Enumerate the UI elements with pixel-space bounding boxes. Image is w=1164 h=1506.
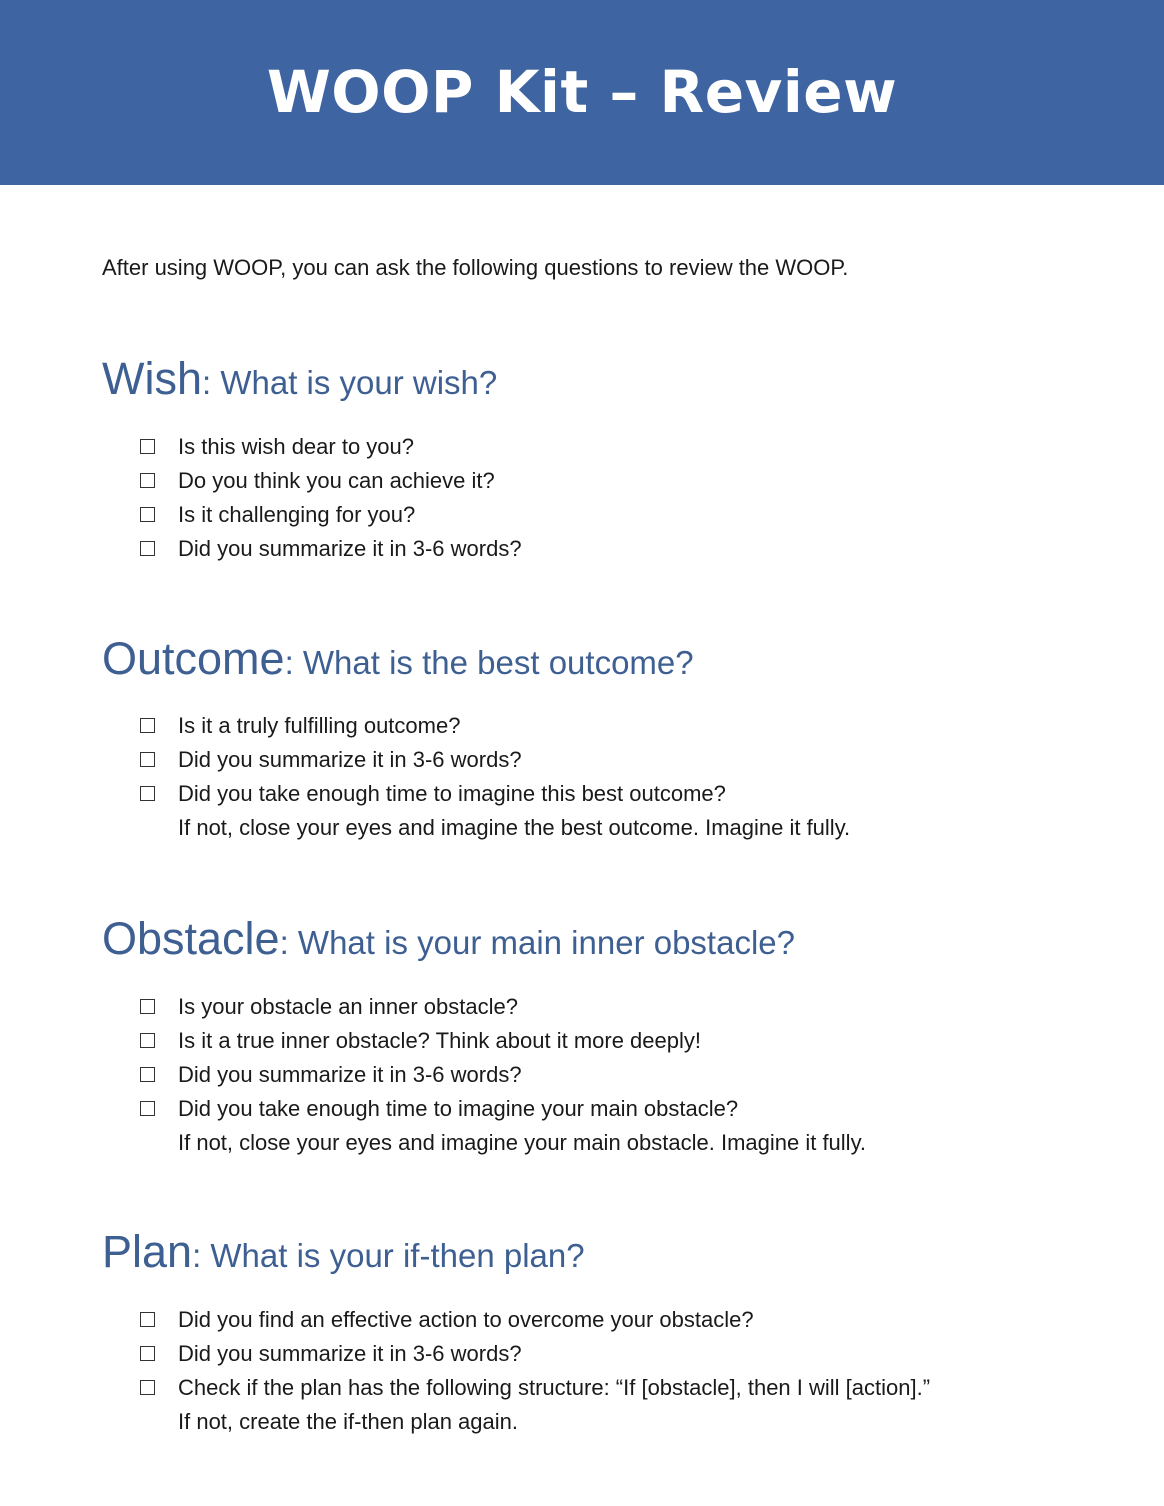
checkbox[interactable] — [140, 999, 155, 1014]
checklist-item — [140, 532, 1140, 566]
checklist-item — [140, 777, 1140, 845]
checkbox[interactable] — [140, 1067, 155, 1082]
checklist — [140, 709, 1140, 845]
item-note: If not, create the if-then plan again. — [178, 1409, 519, 1434]
checklist-item — [140, 990, 1140, 1024]
checkbox[interactable] — [140, 439, 155, 454]
page-title: WOOP Kit – Review — [266, 57, 898, 126]
checkbox[interactable] — [140, 1346, 155, 1361]
checklist-item — [140, 464, 1140, 498]
item-text: Do you think you can achieve it? — [178, 468, 495, 493]
checkbox[interactable] — [140, 507, 155, 522]
checkbox[interactable] — [140, 718, 155, 733]
section-heading — [102, 353, 1102, 404]
item-text: Did you summarize it in 3-6 words? — [178, 1062, 522, 1087]
item-text: Is this wish dear to you? — [178, 434, 415, 459]
item-text: Did you take enough time to imagine this best outcome? — [178, 781, 726, 806]
item-text: Check if the plan has the following structure: “If [obstacle], then I will [action].” — [178, 1375, 931, 1400]
checkbox[interactable] — [140, 1101, 155, 1116]
checkbox[interactable] — [140, 1380, 155, 1395]
checklist — [140, 1303, 1140, 1439]
item-text: Did you find an effective action to overcome your obstacle? — [178, 1307, 754, 1332]
section-question: : What is your wish? — [202, 364, 498, 401]
checklist-item — [140, 1024, 1140, 1058]
section-obstacle — [102, 913, 1102, 1160]
checklist-item — [140, 1371, 1140, 1439]
item-text: Is it a true inner obstacle? Think about it more deeply! — [178, 1028, 701, 1053]
checklist-item — [140, 1058, 1140, 1092]
section-question: : What is your if-then plan? — [192, 1237, 585, 1274]
checklist-item — [140, 430, 1140, 464]
section-key: Outcome — [102, 633, 285, 684]
checklist — [140, 430, 1140, 566]
section-question: : What is your main inner obstacle? — [279, 924, 795, 961]
section-outcome — [102, 633, 1102, 845]
checkbox[interactable] — [140, 473, 155, 488]
section-key: Plan — [102, 1226, 193, 1277]
item-text: Is it challenging for you? — [178, 502, 416, 527]
item-text: Is it a truly fulfilling outcome? — [178, 713, 461, 738]
header-banner — [0, 0, 1164, 185]
section-plan — [102, 1226, 1102, 1439]
section-key: Wish — [102, 353, 202, 404]
section-heading — [102, 1226, 1102, 1277]
checklist — [140, 990, 1140, 1160]
checklist-item — [140, 1337, 1140, 1371]
checkbox[interactable] — [140, 786, 155, 801]
item-text: Did you summarize it in 3-6 words? — [178, 747, 522, 772]
section-question: : What is the best outcome? — [284, 644, 694, 681]
section-heading — [102, 913, 1102, 964]
checklist-item — [140, 1303, 1140, 1337]
section-key: Obstacle — [102, 913, 280, 964]
checklist-item — [140, 1092, 1140, 1160]
section-wish — [102, 353, 1102, 566]
checkbox[interactable] — [140, 1033, 155, 1048]
intro-text: After using WOOP, you can ask the following questions to review the WOOP. — [102, 255, 849, 280]
item-text: Did you summarize it in 3-6 words? — [178, 536, 522, 561]
checklist-item — [140, 743, 1140, 777]
item-note: If not, close your eyes and imagine the best outcome. Imagine it fully. — [178, 815, 851, 840]
item-text: Is your obstacle an inner obstacle? — [178, 994, 518, 1019]
checkbox[interactable] — [140, 1312, 155, 1327]
checklist-item — [140, 709, 1140, 743]
section-heading — [102, 633, 1102, 684]
item-note: If not, close your eyes and imagine your main obstacle. Imagine it fully. — [178, 1130, 867, 1155]
checkbox[interactable] — [140, 752, 155, 767]
checklist-item — [140, 498, 1140, 532]
item-text: Did you summarize it in 3-6 words? — [178, 1341, 522, 1366]
item-text: Did you take enough time to imagine your main obstacle? — [178, 1096, 739, 1121]
checkbox[interactable] — [140, 541, 155, 556]
